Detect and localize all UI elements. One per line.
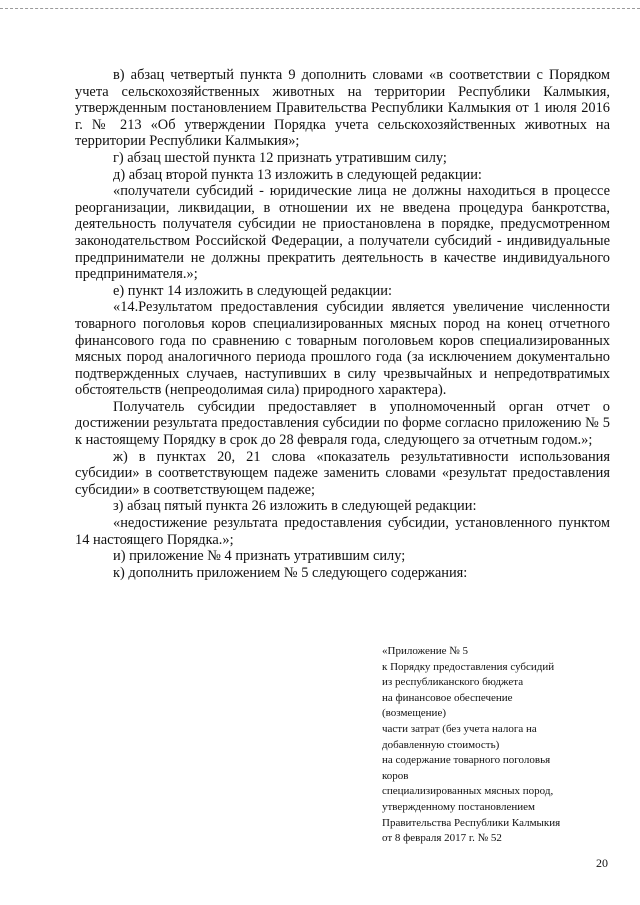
appendix-line: специализированных мясных пород, <box>382 785 554 798</box>
paragraph-g: г) абзац шестой пункта 12 признать утратившим силу; <box>113 149 447 166</box>
paragraph-zh: ж) в пунктах 20, 21 слова «показатель результативности использования субсидии» в соответствующем падеже заменить словами «результат предоставления субсидии» в соответствующем падеже; <box>75 448 610 498</box>
appendix-line: Правительства Республики Калмыкия <box>382 816 561 829</box>
paragraph-v: в) абзац четвертый пункта 9 дополнить словами «в соответствии с Порядком учета сельскохозяйственных животных на территории Республики Калмыкия, утвержденным постановлением Правительства Республики Калмыкия от 1 июля 2016 г. № 213 «Об утверждении Порядка учета сельскохозяйственных животных на территории Республики Калмыкия»; <box>75 67 610 150</box>
appendix-line: на финансовое обеспечение <box>382 691 513 704</box>
appendix-heading <box>382 644 622 847</box>
paragraph-e-report: Получатель субсидии предоставляет в уполномоченный орган отчет о достижении результата предоставления субсидии по форме согласно приложению № 5 к настоящему Порядку в срок до 28 февраля года, следующего за отчетным годом.»; <box>75 398 610 449</box>
document-body <box>75 67 610 581</box>
appendix-line: коров <box>382 769 409 782</box>
scan-top-rule <box>0 8 640 9</box>
paragraph-i: и) приложение № 4 признать утратившим силу; <box>113 548 406 565</box>
appendix-line: «Приложение № 5 <box>382 645 469 657</box>
paragraph-z-quote: «недостижение результата предоставления субсидии, установленного пунктом 14 настоящего Порядка.»; <box>75 515 610 548</box>
appendix-line: утвержденному постановлением <box>382 800 535 813</box>
appendix-line: на содержание товарного поголовья <box>382 754 551 767</box>
paragraph-k: к) дополнить приложением № 5 следующего содержания: <box>113 564 468 581</box>
paragraph-e: е) пункт 14 изложить в следующей редакции: <box>113 282 392 299</box>
appendix-line: (возмещение) <box>382 707 446 720</box>
paragraph-z: з) абзац пятый пункта 26 изложить в следующей редакции: <box>113 498 477 515</box>
appendix-line: части затрат (без учета налога на <box>382 722 537 735</box>
paragraph-d: д) абзац второй пункта 13 изложить в следующей редакции: <box>113 166 482 183</box>
appendix-line: от 8 февраля 2017 г. № 52 <box>382 832 502 845</box>
appendix-line: к Порядку предоставления субсидий <box>382 660 555 673</box>
paragraph-e-point-14: «14.Результатом предоставления субсидии является увеличение численности товарного поголовья коров специализированных мясных пород на конец отчетного финансового года по сравнению с товарным поголовьем коров специализированных мясных пород аналогичного периода прошлого года (за исключением документально подтвержденных случаев, наступивших в силу чрезвычайных и непредотвратимых обстоятельств (непреодолимая сила) природного характера). <box>75 299 610 399</box>
page-number: 20 <box>596 856 608 870</box>
appendix-line: из республиканского бюджета <box>382 676 524 689</box>
paragraph-d-quote: «получатели субсидий - юридические лица не должны находиться в процессе реорганизации, ликвидации, в отношении их не введена процедура банкротства, деятельность получателя субсидии не приостановлена в порядке, предусмотренном законодательством Российской Федерации, а получатели субсидий - индивидуальные предприниматели не должны прекратить деятельность в качестве индивидуального предпринимателя.»; <box>75 183 610 283</box>
appendix-line: добавленную стоимость) <box>382 738 500 751</box>
